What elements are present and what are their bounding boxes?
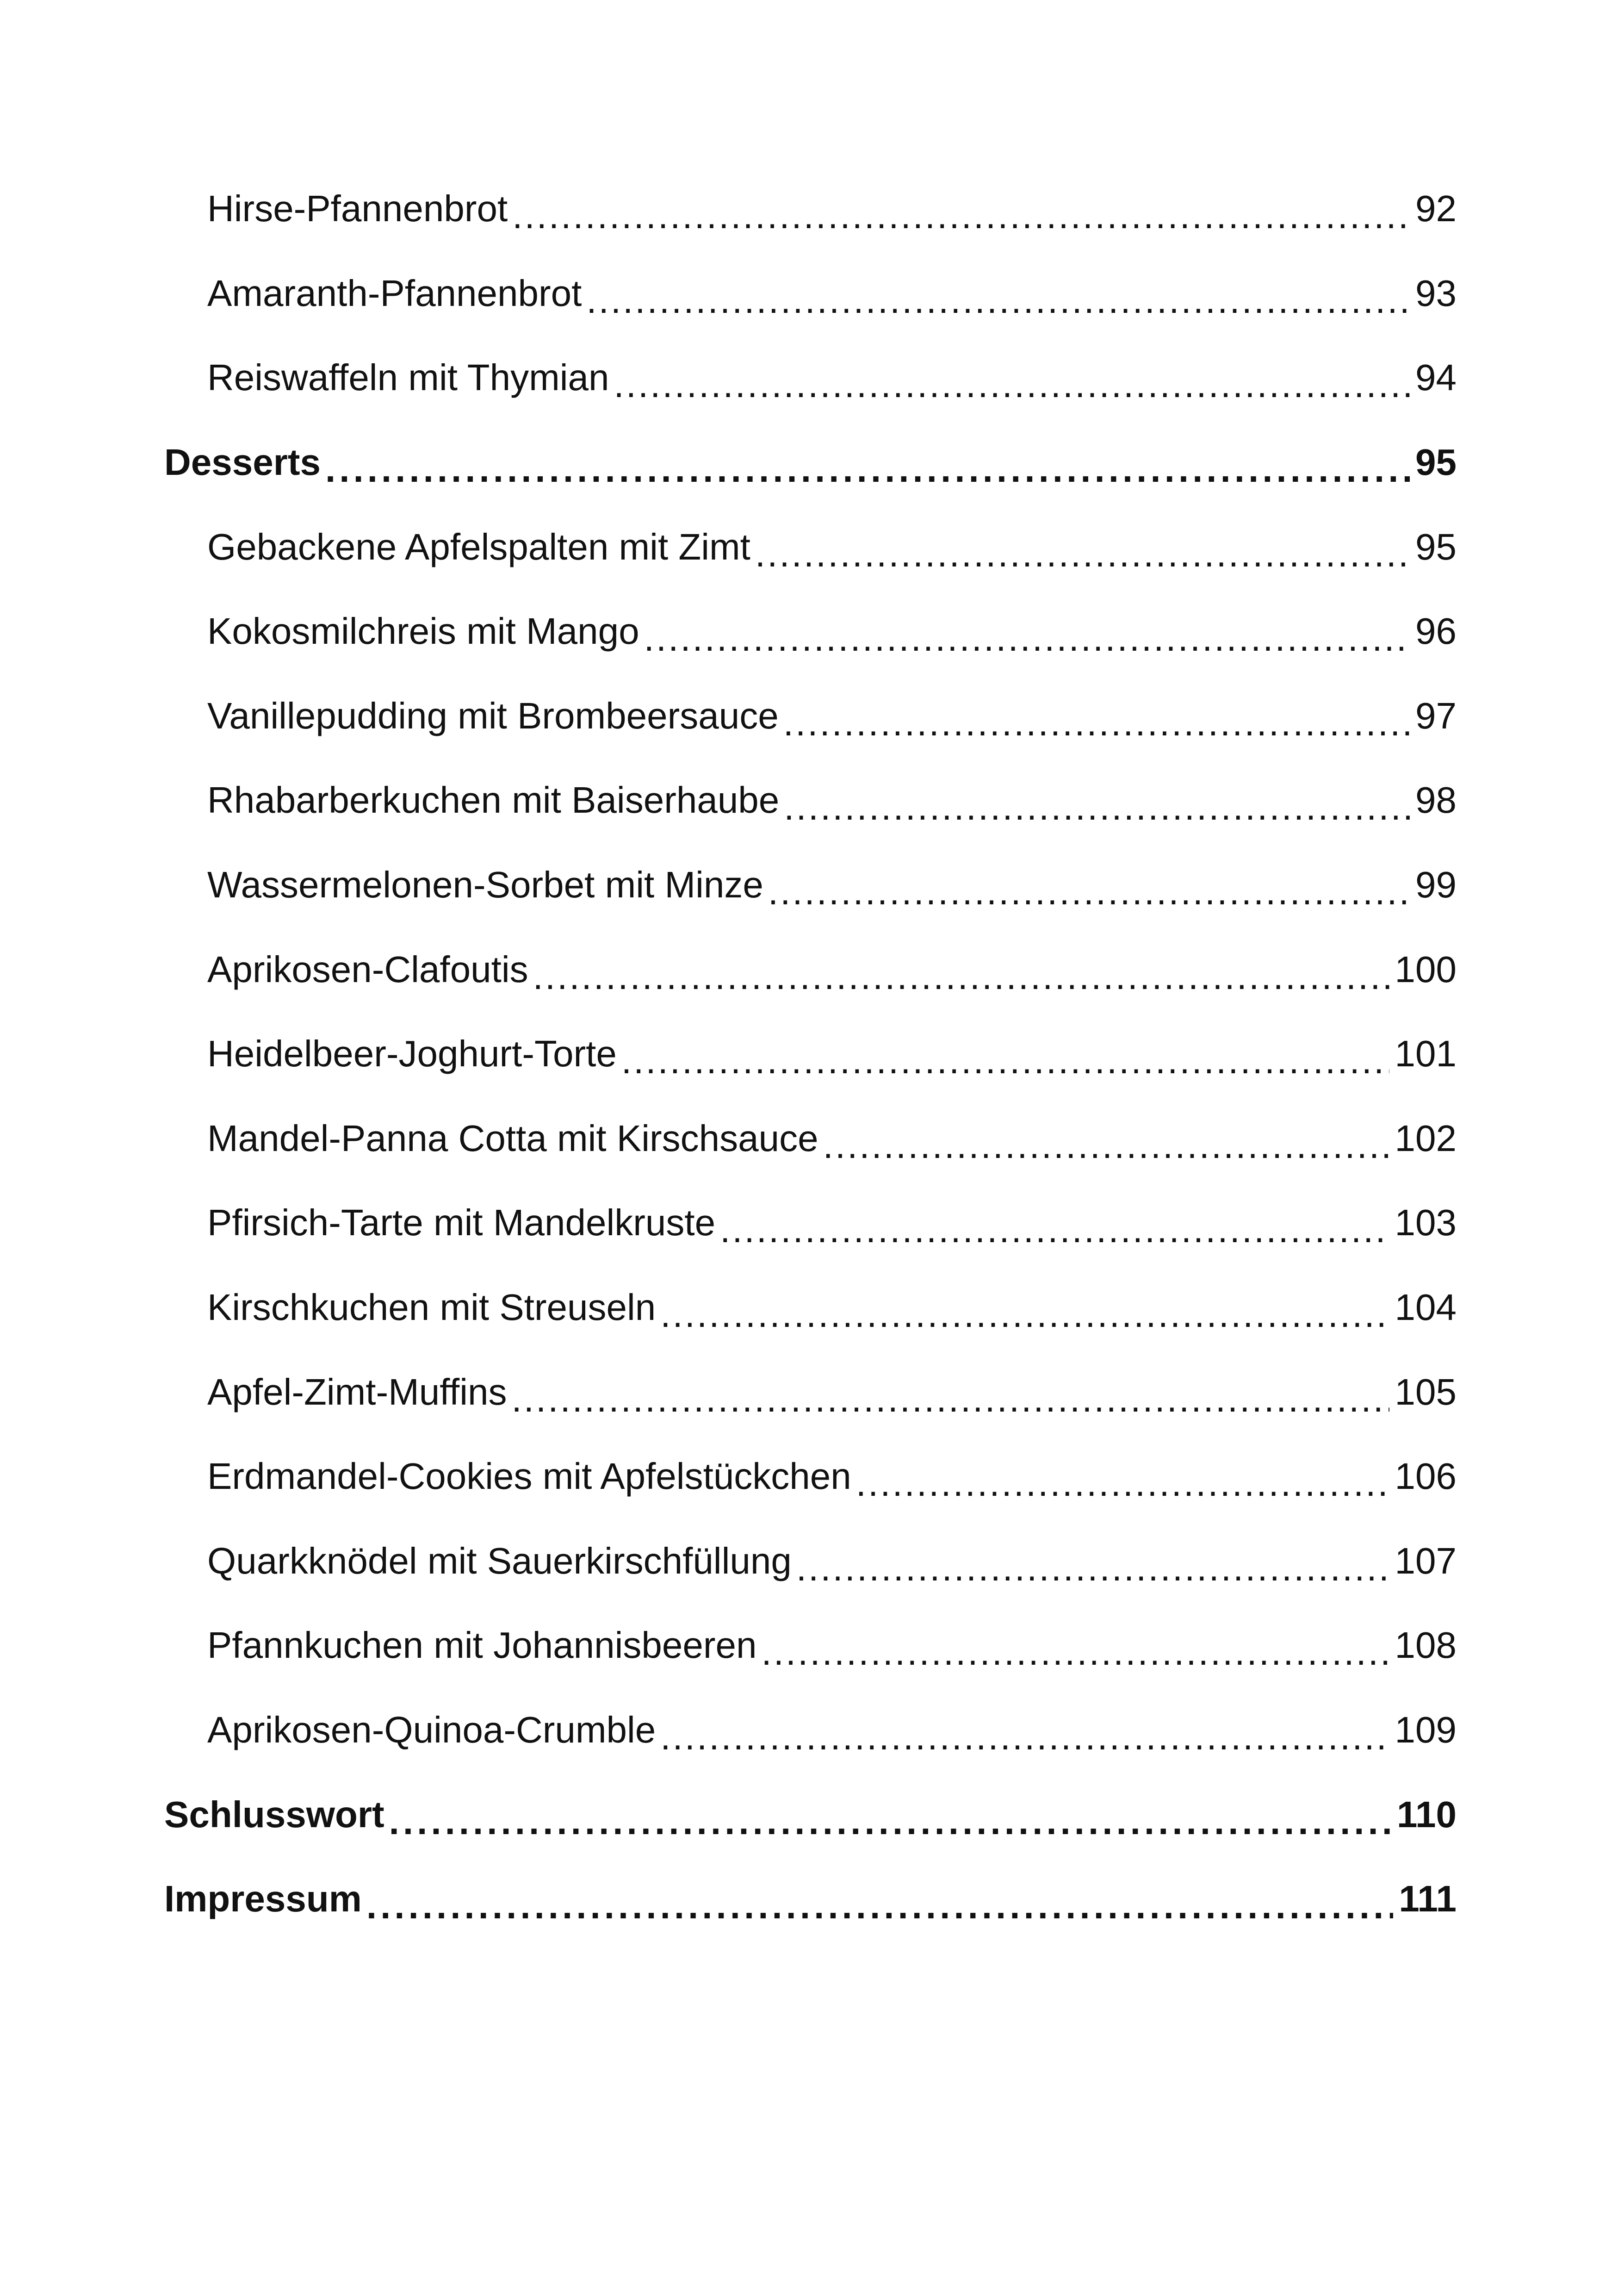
toc-entry-gebackene-apfelspalten[interactable] <box>164 504 1457 589</box>
toc-entry-page-number: 99 <box>1410 866 1457 903</box>
toc-entry-hirse-pfannenbrot[interactable] <box>164 167 1457 251</box>
toc-entry-pfirsich-tarte[interactable] <box>164 1181 1457 1265</box>
toc-entry-title: Kokosmilchreis mit Mango <box>207 613 644 650</box>
toc-entry-page-number: 93 <box>1410 275 1457 312</box>
toc-dot-leader <box>614 366 1410 403</box>
toc-entry-quarkknoedel[interactable] <box>164 1519 1457 1604</box>
toc-entry-title: Pfannkuchen mit Johannisbeeren <box>207 1627 761 1664</box>
toc-dot-leader <box>644 620 1410 657</box>
toc-entry-aprikosen-clafoutis[interactable] <box>164 927 1457 1012</box>
toc-entry-erdmandel-cookies[interactable] <box>164 1434 1457 1519</box>
toc-dot-leader <box>761 1634 1389 1671</box>
toc-entry-aprikosen-quinoa-crumble[interactable] <box>164 1688 1457 1773</box>
toc-entry-page-number: 96 <box>1410 613 1457 650</box>
toc-dot-leader <box>720 1211 1389 1248</box>
toc-entry-page-number: 92 <box>1410 190 1457 227</box>
toc-dot-leader <box>533 958 1389 995</box>
toc-chapter-title: Schlusswort <box>164 1796 389 1833</box>
toc-entry-page-number: 103 <box>1389 1204 1457 1241</box>
toc-entry-page-number: 104 <box>1389 1289 1457 1326</box>
toc-entry-page-number: 102 <box>1389 1120 1457 1157</box>
toc-entry-page-number: 109 <box>1389 1711 1457 1748</box>
toc-entry-title: Heidelbeer-Joghurt-Torte <box>207 1035 621 1072</box>
toc-dot-leader <box>512 197 1410 234</box>
toc-dot-leader <box>621 1042 1389 1079</box>
toc-entry-page-number: 105 <box>1389 1374 1457 1411</box>
toc-entry-page-number: 97 <box>1410 697 1457 734</box>
toc-entry-page-number: 107 <box>1389 1543 1457 1580</box>
toc-entry-title: Wassermelonen-Sorbet mit Minze <box>207 866 768 903</box>
toc-entry-amaranth-pfannenbrot[interactable] <box>164 251 1457 336</box>
toc-dot-leader <box>586 282 1410 319</box>
toc-dot-leader <box>823 1127 1389 1164</box>
toc-entry-rhabarberkuchen[interactable] <box>164 758 1457 843</box>
toc-chapter-title: Impressum <box>164 1880 366 1917</box>
toc-entry-kirschkuchen[interactable] <box>164 1265 1457 1350</box>
toc-dot-leader <box>512 1381 1389 1418</box>
table-of-contents <box>164 167 1457 1941</box>
toc-entry-page-number: 106 <box>1389 1458 1457 1495</box>
toc-dot-leader <box>660 1296 1389 1333</box>
toc-chapter-schlusswort[interactable] <box>164 1772 1457 1857</box>
toc-entry-wassermelonen-sorbet[interactable] <box>164 843 1457 927</box>
toc-entry-title: Gebackene Apfelspalten mit Zimt <box>207 529 755 566</box>
toc-entry-title: Vanillepudding mit Brombeersauce <box>207 697 783 734</box>
toc-entry-mandel-panna-cotta[interactable] <box>164 1096 1457 1181</box>
toc-entry-title: Reiswaffeln mit Thymian <box>207 359 614 396</box>
toc-dot-leader <box>389 1803 1391 1840</box>
toc-chapter-page-number: 95 <box>1410 444 1457 481</box>
toc-dot-leader <box>783 704 1410 741</box>
toc-entry-title: Quarkknödel mit Sauerkirschfüllung <box>207 1543 796 1580</box>
toc-chapter-desserts[interactable] <box>164 420 1457 505</box>
toc-entry-heidelbeer-joghurt-torte[interactable] <box>164 1012 1457 1096</box>
toc-entry-reiswaffeln-mit-thymian[interactable] <box>164 336 1457 420</box>
toc-entry-page-number: 94 <box>1410 359 1457 396</box>
toc-entry-title: Aprikosen-Clafoutis <box>207 951 533 988</box>
toc-entry-title: Pfirsich-Tarte mit Mandelkruste <box>207 1204 720 1241</box>
toc-entry-apfel-zimt-muffins[interactable] <box>164 1350 1457 1434</box>
toc-entry-title: Apfel-Zimt-Muffins <box>207 1374 512 1411</box>
toc-dot-leader <box>856 1465 1389 1502</box>
toc-entry-title: Rhabarberkuchen mit Baiserhaube <box>207 782 784 819</box>
toc-entry-vanillepudding[interactable] <box>164 674 1457 759</box>
toc-dot-leader <box>796 1549 1389 1587</box>
toc-dot-leader <box>660 1718 1389 1755</box>
toc-entry-page-number: 101 <box>1389 1035 1457 1072</box>
toc-entry-kokosmilchreis[interactable] <box>164 589 1457 674</box>
toc-entry-page-number: 100 <box>1389 951 1457 988</box>
toc-chapter-page-number: 111 <box>1393 1880 1457 1917</box>
toc-entry-title: Amaranth-Pfannenbrot <box>207 275 586 312</box>
toc-chapter-title: Desserts <box>164 444 325 481</box>
toc-dot-leader <box>784 789 1410 826</box>
toc-chapter-impressum[interactable] <box>164 1857 1457 1941</box>
toc-dot-leader <box>768 873 1410 910</box>
toc-entry-title: Kirschkuchen mit Streuseln <box>207 1289 660 1326</box>
toc-entry-title: Mandel-Panna Cotta mit Kirschsauce <box>207 1120 823 1157</box>
toc-dot-leader <box>755 535 1410 572</box>
toc-entry-title: Erdmandel-Cookies mit Apfelstückchen <box>207 1458 856 1495</box>
toc-entry-page-number: 95 <box>1410 529 1457 566</box>
toc-entry-page-number: 98 <box>1410 782 1457 819</box>
toc-dot-leader <box>366 1887 1394 1924</box>
toc-entry-title: Aprikosen-Quinoa-Crumble <box>207 1711 660 1748</box>
toc-chapter-page-number: 110 <box>1391 1796 1457 1833</box>
toc-entry-title: Hirse-Pfannenbrot <box>207 190 512 227</box>
toc-entry-page-number: 108 <box>1389 1627 1457 1664</box>
toc-dot-leader <box>325 451 1410 488</box>
toc-entry-pfannkuchen[interactable] <box>164 1603 1457 1688</box>
